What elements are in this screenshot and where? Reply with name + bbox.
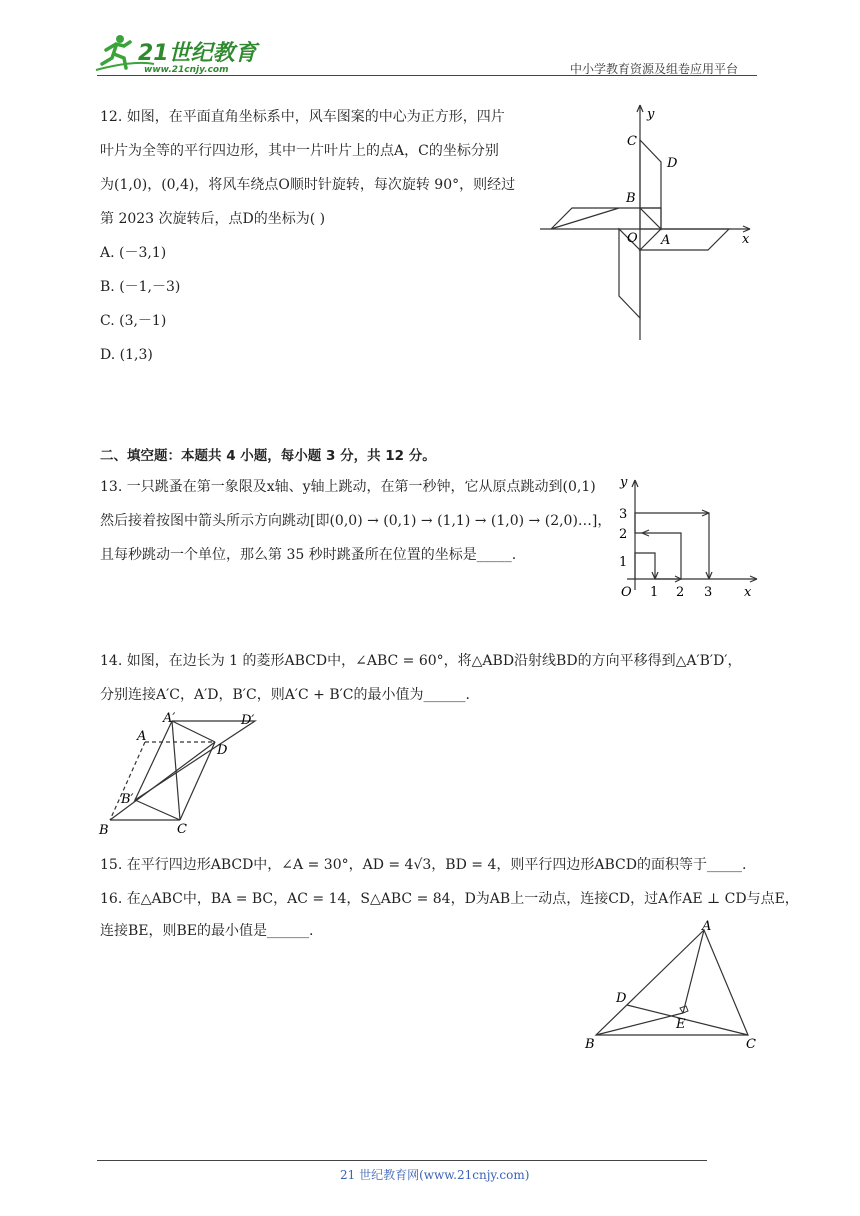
q12-line-2: 叶片为全等的平行四边形，其中一片叶片上的点A，C的坐标分别 <box>100 143 499 159</box>
q12-label-b: B <box>626 191 636 206</box>
q14-label-d: D <box>217 743 228 758</box>
q13-flea-figure <box>612 472 762 602</box>
q13-tick-x2: 2 <box>676 585 685 600</box>
q14-line-1: 14. 如图，在边长为 1 的菱形ABCD中，∠ABC = 60°，将△ABD沿射线BD的方向平移得到△A′B′D′， <box>100 653 742 669</box>
question-15: 15. 在平行四边形ABCD中，∠A = 30°，AD = 4√3，BD = 4，则平行四边形ABCD的面积等于_____. <box>100 857 747 873</box>
logo-url-text: www.21cnjy.com <box>144 65 229 74</box>
q12-option-c[interactable]: C. (3,－1) <box>100 313 167 329</box>
q16-line-2: 连接BE，则BE的最小值是______. <box>100 923 314 939</box>
q12-label-c: C <box>627 134 637 149</box>
q14-label-a: A <box>137 729 147 744</box>
q14-line-2: 分别连接A′C，A′D，B′C，则A′C + B′C的最小值为______. <box>100 687 470 703</box>
q12-line-4: 第 2023 次旋转后，点D的坐标为( ) <box>100 211 326 227</box>
q16-triangle-figure <box>580 916 765 1056</box>
q14-rhombus-figure <box>95 712 270 837</box>
q13-tick-y2: 2 <box>619 527 628 542</box>
header-divider <box>97 75 757 76</box>
q13-label-o: O <box>621 585 632 600</box>
q14-label-a1: A′ <box>163 712 176 726</box>
q12-windmill-figure <box>535 100 765 345</box>
q13-tick-x3: 3 <box>704 585 713 600</box>
q12-option-b[interactable]: B. (－1,－3) <box>100 279 181 295</box>
q13-line-1: 13. 一只跳蚤在第一象限及x轴、y轴上跳动，在第一秒钟，它从原点跳动到(0,1) <box>100 479 596 495</box>
q14-label-b: B <box>99 823 109 837</box>
q13-line-2: 然后接着按图中箭头所示方向跳动[即(0,0) → (0,1) → (1,1) → (1,0) → (2,0)…]， <box>100 513 612 529</box>
q12-option-a[interactable]: A. (－3,1) <box>100 245 167 261</box>
q12-label-y: y <box>647 107 655 122</box>
q12-line-1: 12. 如图，在平面直角坐标系中，风车图案的中心为正方形，四片 <box>100 109 505 125</box>
logo-main-text: 21世纪教育 <box>138 41 257 66</box>
footer-divider <box>97 1160 707 1161</box>
q14-label-d1: D′ <box>241 713 255 728</box>
q13-tick-y3: 3 <box>619 507 628 522</box>
q16-label-b: B <box>585 1037 595 1052</box>
q16-label-d: D <box>616 991 627 1006</box>
q16-label-e: E <box>676 1017 686 1032</box>
q16-label-a: A <box>702 919 712 934</box>
q12-option-d[interactable]: D. (1,3) <box>100 347 153 363</box>
q13-label-x: x <box>744 585 752 600</box>
q13-tick-x1: 1 <box>650 585 659 600</box>
q14-label-c: C <box>177 822 187 837</box>
site-logo <box>94 30 264 74</box>
site-title: 中小学教育资源及组卷应用平台 <box>570 62 739 76</box>
q16-label-c: C <box>746 1037 756 1052</box>
q12-label-x: x <box>742 232 750 247</box>
q13-tick-y1: 1 <box>619 555 628 570</box>
q16-line-1: 16. 在△ABC中，BA = BC，AC = 14，S△ABC = 84，D为AB上一动点，连接CD，过A作AE ⊥ CD与点E， <box>100 891 799 907</box>
q12-label-d: D <box>667 156 678 171</box>
section-2-title: 二、填空题：本题共 4 小题，每小题 3 分，共 12 分。 <box>100 448 436 464</box>
q14-label-b1: B′ <box>121 792 134 807</box>
q13-line-3: 且每秒跳动一个单位，那么第 35 秒时跳蚤所在位置的坐标是_____. <box>100 547 517 563</box>
q12-line-3: 为(1,0)，(0,4)，将风车绕点O顺时针旋转，每次旋转 90°，则经过 <box>100 177 516 193</box>
q13-label-y: y <box>620 475 628 490</box>
footer-link[interactable]: 21 世纪教育网(www.21cnjy.com) <box>340 1168 530 1182</box>
q12-label-o: O <box>627 231 638 246</box>
q12-label-a: A <box>661 233 671 248</box>
